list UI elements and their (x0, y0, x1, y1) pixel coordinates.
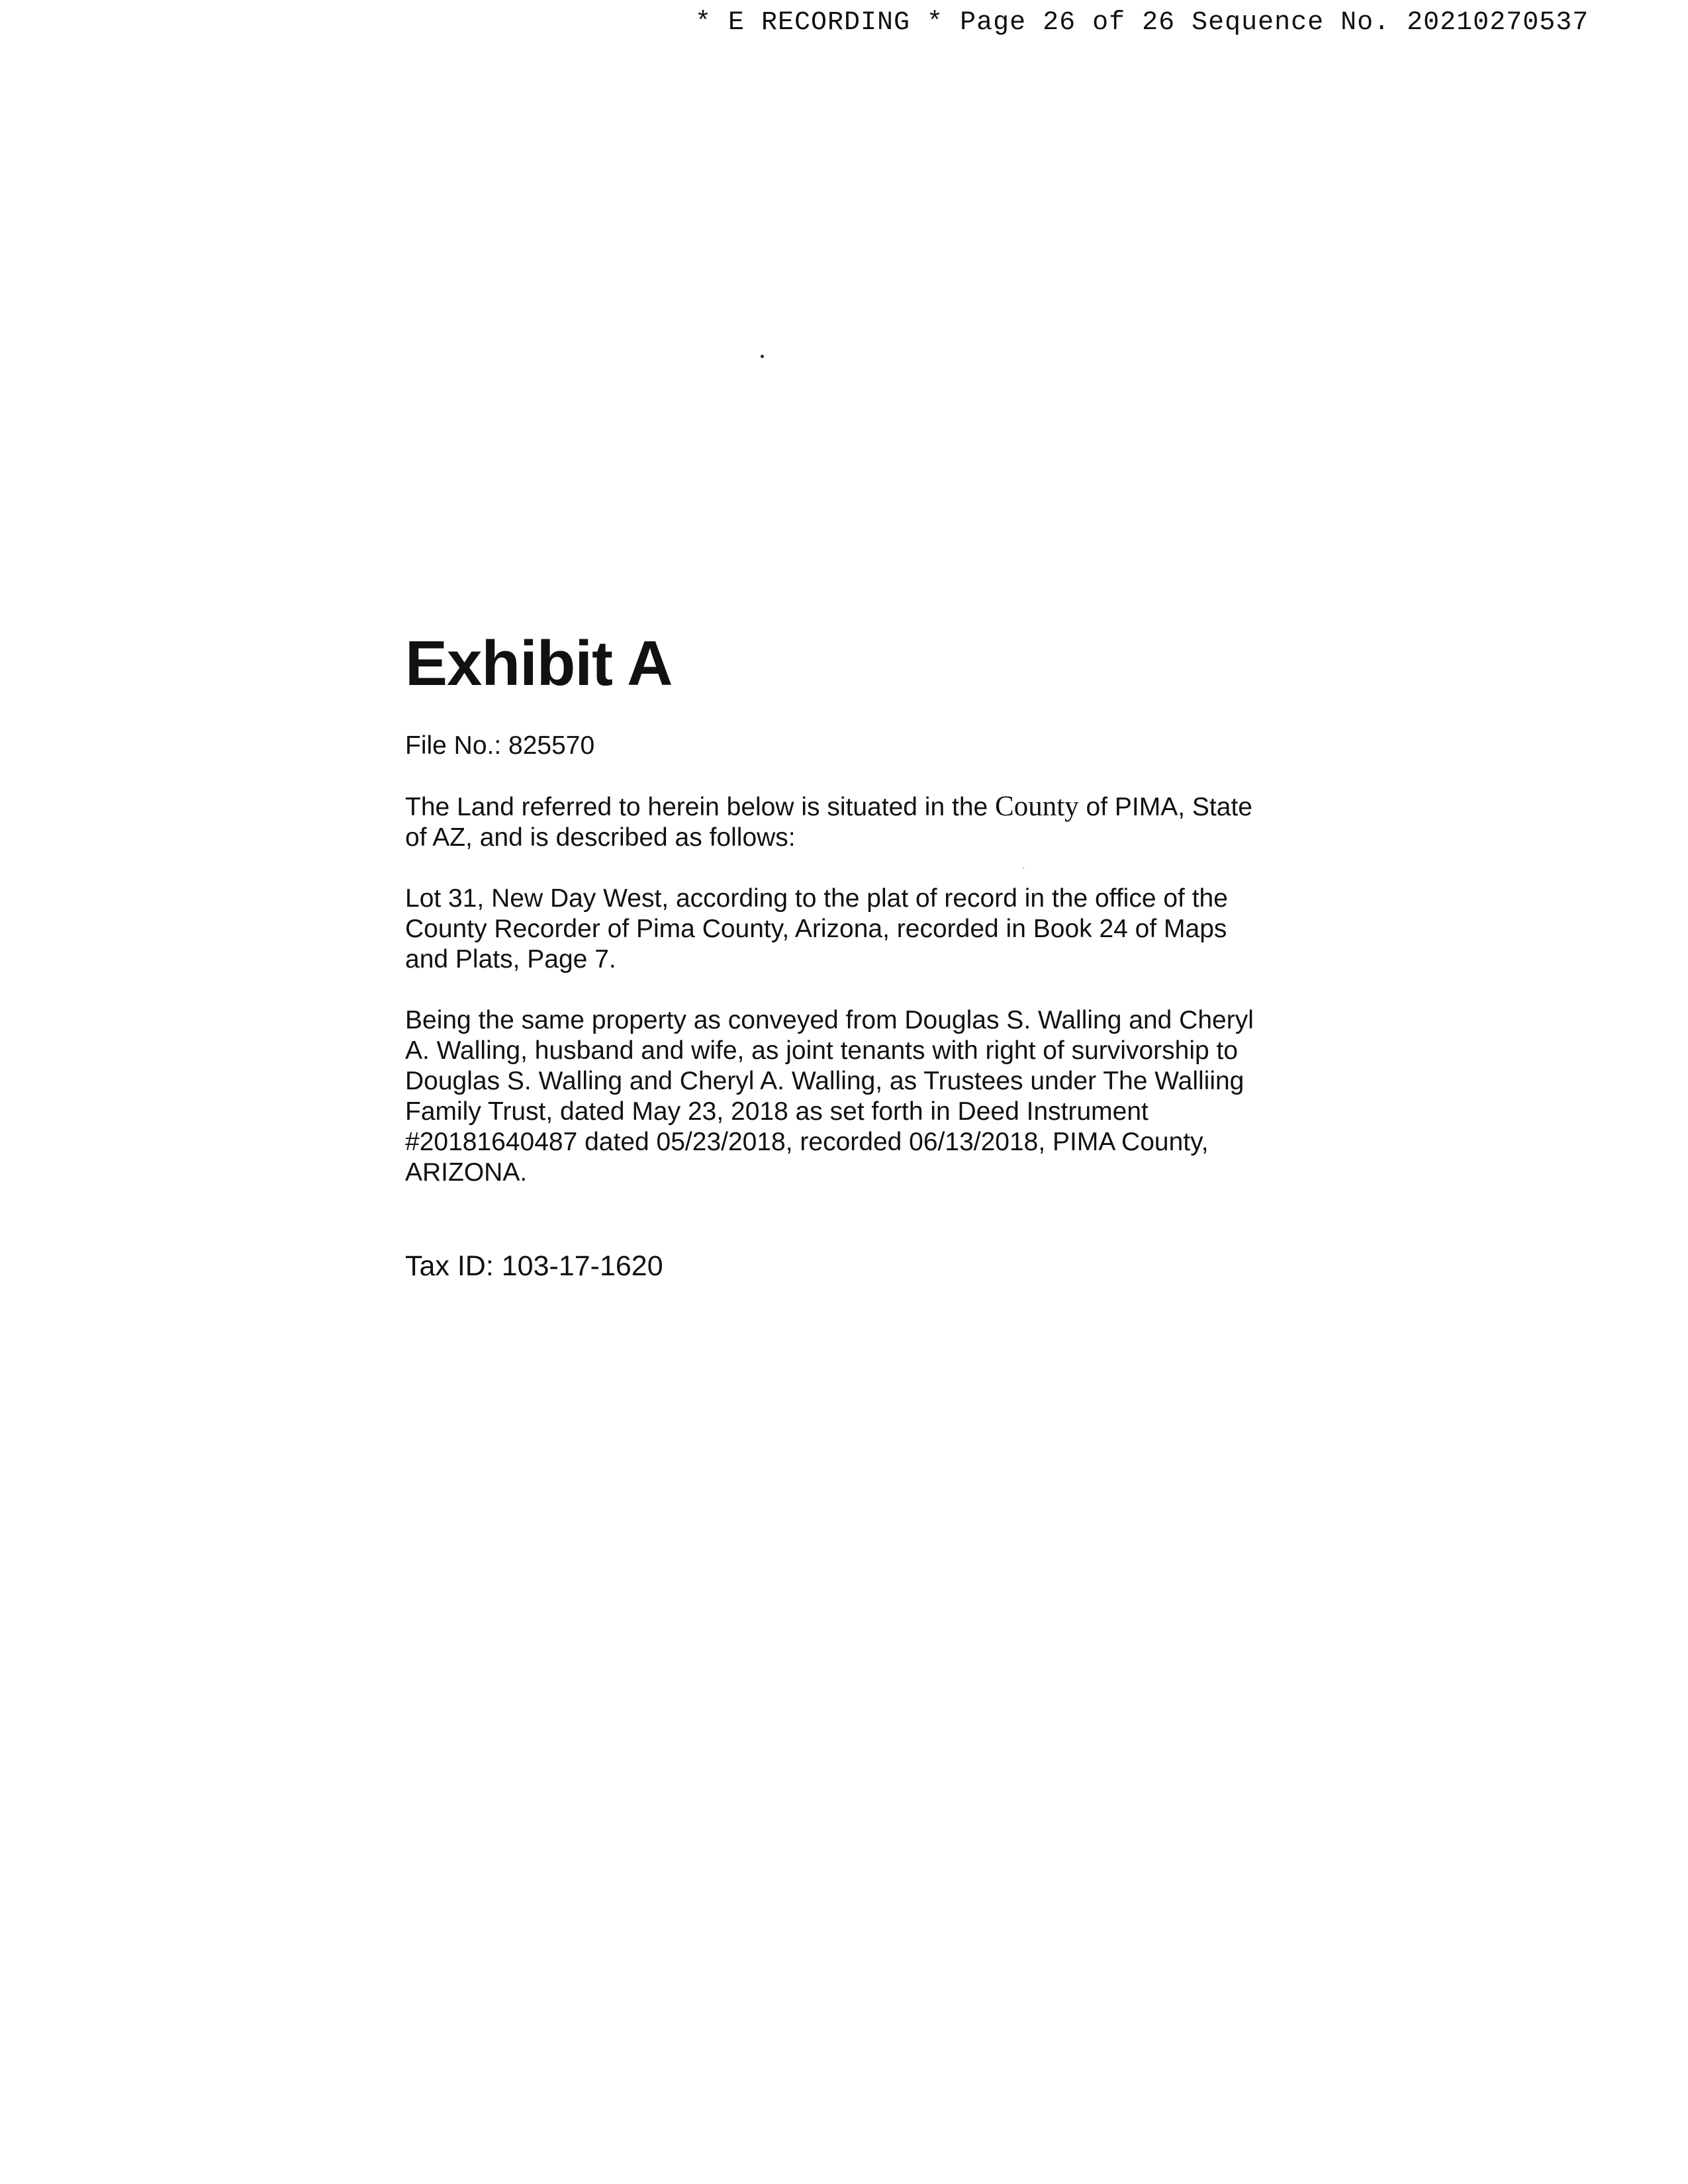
scan-artifact-dot (761, 355, 764, 358)
lot-description-paragraph: Lot 31, New Day West, according to the plat of record in the office of the County Recorder of Pima County, Arizona, recorded in Book 24 of Maps and Plats, Page 7. (405, 884, 1228, 974)
situated-county-word: County (995, 790, 1079, 822)
situated-text-post: of PIMA, State of AZ, and is described as follows: (405, 792, 1252, 852)
conveyance-paragraph: Being the same property as conveyed from Douglas S. Walling and Cheryl A. Walling, husband and wife, as joint tenants with right of survivorship to Douglas S. Walling and Cheryl A. Walling, as Trustees under The Walliing Family Trust, dated May 23, 2018 as set forth in Deed Instrument #20181640487 dated 05/23/2018, recorded 06/13/2018, PIMA County, ARIZONA. (405, 1005, 1254, 1187)
situated-paragraph (405, 792, 1259, 853)
recording-header: * E RECORDING * Page 26 of 26 Sequence No. 20210270537 (695, 8, 1589, 38)
tax-id: Tax ID: 103-17-1620 (405, 1250, 663, 1282)
situated-text-pre: The Land referred to herein below is situated in the (405, 792, 996, 821)
exhibit-body (405, 629, 1299, 1283)
exhibit-title: Exhibit A (405, 628, 673, 699)
file-number: File No.: 825570 (405, 731, 595, 760)
